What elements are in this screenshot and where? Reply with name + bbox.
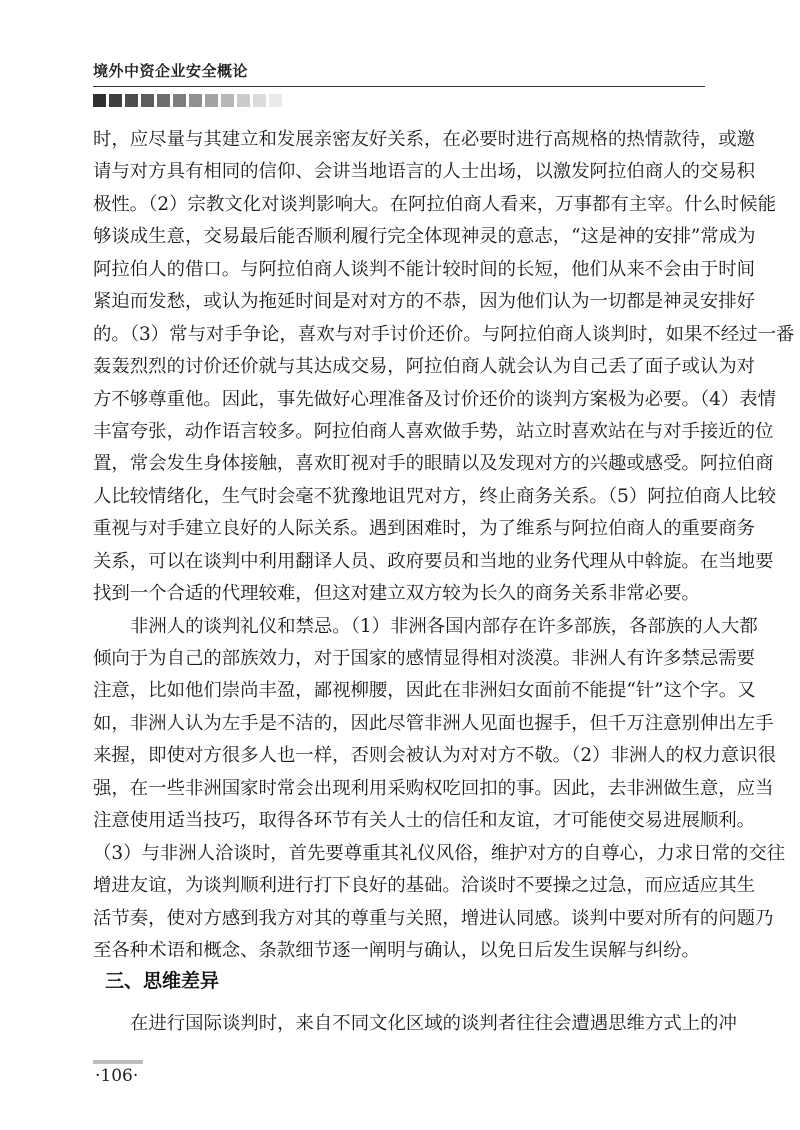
paragraph-line: （3）与非洲人洽谈时，首先要尊重其礼仪风俗，维护对方的自尊心，力求日常的交往 xyxy=(93,842,786,864)
paragraph-thinking-differences xyxy=(93,1008,737,1040)
paragraph-line: 在进行国际谈判时，来自不同文化区域的谈判者往往会遭遇思维方式上的冲 xyxy=(130,1013,737,1034)
paragraph-line: 轰轰烈烈的讨价还价就与其达成交易，阿拉伯商人就会认为自己丢了面子或认为对 xyxy=(93,356,756,378)
paragraph-line: 请与对方具有相同的信仰、会讲当地语言的人士出场，以激发阿拉伯商人的交易积 xyxy=(93,161,756,183)
header-square xyxy=(189,94,202,107)
header-square xyxy=(237,94,250,107)
page-number: ·106· xyxy=(95,1066,139,1086)
paragraph-line: 极性。（2）宗教文化对谈判影响大。在阿拉伯商人看来，万事都有主宰。什么时候能 xyxy=(93,193,776,215)
running-header-title: 境外中资企业安全概论 xyxy=(93,62,249,80)
section-heading: 三、思维差异 xyxy=(105,970,220,992)
paragraph-line: 增进友谊，为谈判顺利进行打下良好的基础。洽谈时不要操之过急，而应适应其生 xyxy=(93,875,756,897)
header-gradient-squares xyxy=(93,94,282,107)
paragraph-line: 丰富夸张，动作语言较多。阿拉伯商人喜欢做手势，站立时喜欢站在与对手接近的位 xyxy=(93,420,774,442)
paragraph-line: 够谈成生意，交易最后能否顺利履行完全体现神灵的意志，“这是神的安排”常成为 xyxy=(93,226,756,248)
header-square xyxy=(205,94,218,107)
paragraph-line: 注意，比如他们崇尚丰盈，鄙视柳腰，因此在非洲妇女面前不能提“针”这个字。又 xyxy=(93,680,756,702)
body-text xyxy=(93,124,795,967)
paragraph-line: 紧迫而发愁，或认为拖延时间是对对方的不恭，因为他们认为一切都是神灵安排好 xyxy=(93,291,756,313)
paragraph-line: 找到一个合适的代理较难，但这对建立双方较为长久的商务关系非常必要。 xyxy=(93,583,700,605)
paragraph-line: 方不够尊重他。因此，事先做好心理准备及讨价还价的谈判方案极为必要。（4）表情 xyxy=(93,388,776,410)
paragraph-line: 如，非洲人认为左手是不洁的，因此尽管非洲人见面也握手，但千万注意别伸出左手 xyxy=(93,712,774,734)
header-square xyxy=(253,94,266,107)
header-square xyxy=(157,94,170,107)
header-rule xyxy=(93,86,705,87)
paragraph-line: 注意使用适当技巧，取得各环节有关人士的信任和友谊，才可能使交易进展顺利。 xyxy=(93,810,756,832)
header-square xyxy=(93,94,106,107)
header-square xyxy=(269,94,282,107)
header-square xyxy=(221,94,234,107)
header-square xyxy=(173,94,186,107)
paragraph-line: 活节奏，使对方感到我方对其的尊重与关照，增进认同感。谈判中要对所有的问题乃 xyxy=(93,907,774,929)
paragraph-line: 时，应尽量与其建立和发展亲密友好关系，在必要时进行高规格的热情款待，或邀 xyxy=(93,129,756,150)
paragraph-arab-etiquette xyxy=(93,124,795,611)
paragraph-line: 非洲人的谈判礼仪和禁忌。（1）非洲各国内部存在许多部族，各部族的人大都 xyxy=(130,615,758,637)
paragraph-africa-etiquette xyxy=(93,611,786,968)
paragraph-line: 阿拉伯人的借口。与阿拉伯商人谈判不能计较时间的长短，他们从来不会由于时间 xyxy=(93,258,756,280)
paragraph-line: 倾向于为自己的部族效力，对于国家的感情显得相对淡漠。非洲人有许多禁忌需要 xyxy=(93,648,756,669)
paragraph-line: 关系，可以在谈判中利用翻译人员、政府要员和当地的业务代理从中斡旋。在当地要 xyxy=(93,550,774,572)
header-square xyxy=(125,94,138,107)
paragraph-line: 人比较情绪化，生气时会毫不犹豫地诅咒对方，终止商务关系。（5）阿拉伯商人比较 xyxy=(93,485,776,507)
paragraph-line: 置，常会发生身体接触，喜欢盯视对手的眼睛以及发现对方的兴趣或感受。阿拉伯商 xyxy=(93,453,774,475)
paragraph-line: 来握，即使对方很多人也一样，否则会被认为对对方不敬。（2）非洲人的权力意识很 xyxy=(93,745,776,767)
footer-rule xyxy=(93,1060,143,1064)
paragraph-line: 强，在一些非洲国家时常会出现利用采购权吃回扣的事。因此，去非洲做生意，应当 xyxy=(93,777,774,799)
paragraph-line: 的。（3）常与对手争论，喜欢与对手讨价还价。与阿拉伯商人谈判时，如果不经过一番 xyxy=(93,323,795,345)
header-square xyxy=(141,94,154,107)
paragraph-line: 重视与对手建立良好的人际关系。遇到困难时，为了维系与阿拉伯商人的重要商务 xyxy=(93,518,756,540)
paragraph-line: 至各种术语和概念、条款细节逐一阐明与确认，以免日后发生误解与纠纷。 xyxy=(93,939,700,961)
header-square xyxy=(109,94,122,107)
